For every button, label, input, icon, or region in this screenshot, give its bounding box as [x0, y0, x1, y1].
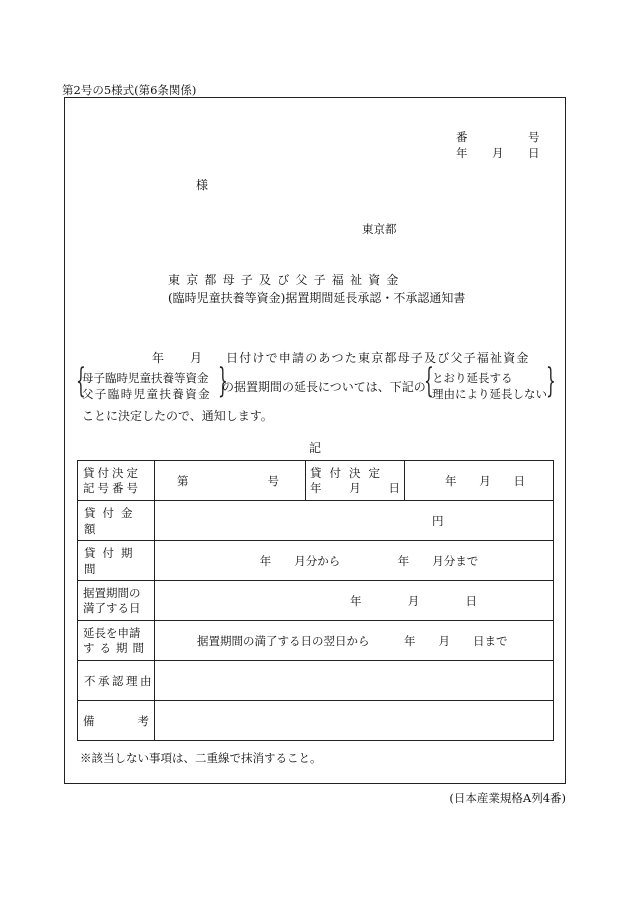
result-option-2: 理由により延長しない: [432, 387, 547, 401]
title-line-2: (臨時児童扶養等資金)据置期間延長承認・不承認通知書: [168, 291, 466, 305]
number-label-1: 番: [456, 130, 468, 144]
body-month: 月: [190, 351, 203, 365]
loan-amount-field[interactable]: 円: [155, 501, 554, 541]
extension-period-field[interactable]: 据置期間の満了する日の翌日から 年 月 日まで: [155, 621, 554, 661]
body-middle: の据置期間の延長については、下記の: [222, 380, 426, 394]
extension-period-label: 延長を申請 する期間: [78, 621, 155, 661]
loan-decision-number-label: 貸付決定 記号番号: [78, 461, 155, 501]
table-row: [78, 461, 554, 501]
table-row: [78, 621, 554, 661]
loan-decision-number-field[interactable]: 第 号: [155, 461, 306, 501]
body-line-3: ことに決定したので、通知します。: [82, 409, 273, 423]
date-year: 年: [456, 146, 468, 160]
remarks-label: 備 考: [78, 701, 155, 741]
result-option-1: とおり延長する: [432, 371, 513, 385]
left-brace-close: }: [217, 361, 228, 401]
fund-option-2: 父子臨時児童扶養資金: [82, 387, 211, 401]
table-row: [78, 661, 554, 701]
date-day: 日: [528, 146, 540, 160]
loan-decision-date-label: 貸付決定 年 月 日: [306, 461, 405, 501]
loan-period-field[interactable]: 年 月分から 年 月分まで: [155, 541, 554, 581]
footnote: ※該当しない事項は、二重線で抹消すること。: [80, 751, 322, 765]
loan-amount-label: 貸付金額: [78, 501, 155, 541]
right-brace-close: }: [545, 361, 556, 401]
table-row: [78, 701, 554, 741]
loan-decision-date-field[interactable]: 年 月 日: [405, 461, 554, 501]
disapproval-reason-field[interactable]: [155, 661, 554, 701]
fund-option-1: 母子臨時児童扶養等資金: [82, 371, 209, 385]
ki-label: 記: [309, 441, 322, 455]
body-year: 年: [152, 351, 165, 365]
title-line-1: 東京都母子及び父子福祉資金: [168, 273, 405, 287]
deferment-end-field[interactable]: 年 月 日: [155, 581, 554, 621]
form-id: 第2号の5様式(第6条関係): [62, 83, 197, 97]
table-row: [78, 581, 554, 621]
paper-size-note: (日本産業規格A列4番): [449, 791, 566, 805]
number-label-2: 号: [528, 130, 540, 144]
table-row: [78, 501, 554, 541]
left-brace-open: {: [75, 361, 86, 401]
remarks-field[interactable]: [155, 701, 554, 741]
table-row: [78, 541, 554, 581]
loan-period-label: 貸付期間: [78, 541, 155, 581]
right-brace-open: {: [423, 361, 434, 401]
body-line1-rest: 日付けで申請のあつた東京都母子及び父子福祉資金: [226, 351, 530, 365]
disapproval-reason-label: 不承認理由: [78, 661, 155, 701]
deferment-end-label: 据置期間の 満了する日: [78, 581, 155, 621]
details-table: [77, 460, 554, 741]
addressee-suffix: 様: [196, 178, 209, 192]
issuer: 東京都: [362, 222, 397, 236]
date-month: 月: [492, 146, 504, 160]
